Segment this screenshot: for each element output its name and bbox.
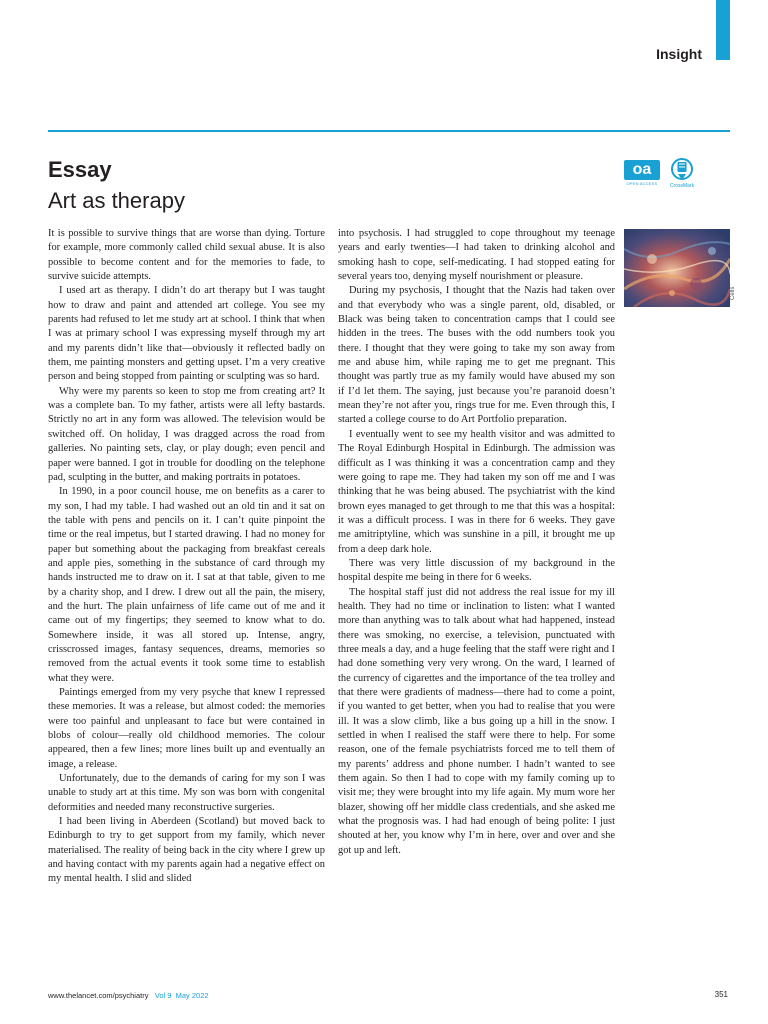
paragraph: I had been living in Aberdeen (Scotland) but moved back to Edinburgh to try to get support from my family, which never materialised. The reality of being back in the city where I grew up and having contact with my parents again had a negative effect on my mental health. I slid and slided bbox=[48, 816, 325, 885]
open-access-badge[interactable] bbox=[624, 160, 660, 190]
paragraph: In 1990, in a poor council house, me on benefits as a carer to my son, I had my table. I had washed out an old tin and it sat on the table with pens and pencils on it. I can’t quite pinpoint the time or the real impetus, but I started drawing. I had no money for paper but something about the packaging from breakfast cereals and apple pies, something in the substance of card through my hands instructed me to draw on it. I sat at that table, given to me by a charity shop, and I drew. I drew out all the pain, the misery, and the hurt. The plain unfairness of life came out of me and it came out of my fingertips; they seemed to know what to do. Somewhere inside, it was all stored up. Intense, angry, crisscrossed images, fantasy sequences, dreams, memories so removed from the actual events it took some time to establish what they were. bbox=[48, 486, 325, 684]
open-access-icon: oa bbox=[624, 160, 660, 180]
paragraph: The hospital staff just did not address the real issue for my ill health. They had no time or inclination to listen: what I wanted more than anything was to talk about what had happened, instead there was smoking, no exercise, a television, punctuated with three meals a day, and a huge feeling that the staff were right and I had done something very very wrong. On the ward, I learned of the currency of cigarettes and the importance of the tea trolley and that there were gradients of madness—there had to come a point, if you wanted to get better, when you had to realise that you were ill. It was a slow climb, like a bus going up a hill in the snow. I settled in when I realised the staff were there to help. For some reason, one of the female psychiatrists forced me to tell them of my parents’ address and phone number. I hadn’t wanted to see them again. So then I had to cope with my family coming up to visit me; they were brought into my life again. My mum wore her blazer, showing off her middle class credentials, and she asked me what the prognosis was. I had had enough of being polite: I just shouted at her, you know why I’m in here, over and over and she got up and left. bbox=[338, 586, 615, 856]
accent-bar bbox=[716, 0, 730, 60]
artwork-image bbox=[624, 229, 730, 307]
article-column-1 bbox=[48, 227, 325, 887]
crossmark-label: CrossMark bbox=[669, 183, 695, 189]
top-rule-divider bbox=[48, 130, 730, 132]
crossmark-icon bbox=[671, 158, 693, 182]
paragraph: Unfortunately, due to the demands of caring for my son I was unable to study art at this time. My son was born with congenital deformities and needed many reconstructive surgeries. bbox=[48, 773, 325, 813]
section-label: Insight bbox=[656, 46, 702, 62]
footer-citation bbox=[48, 991, 209, 1000]
page-number: 351 bbox=[714, 990, 728, 999]
paragraph: During my psychosis, I thought that the Nazis had taken over and that everybody who was a single parent, old, disabled, or Black was being taken to concentration camps that I could see hidden in the trees. The buses with the odd numbers took you there. I thought that they were going to take my son away from me and abuse him, while raping me to get me pregnant. This thought was partly true as my family would have abused my son if I’d let them. The saying, just because you’re paranoid doesn’t mean they’re not after you, rings true for me. Even through this, I started a college course to do Art Portfolio preparation. bbox=[338, 285, 615, 426]
paragraph: There was very little discussion of my background in the hospital despite me being in there for 6 weeks. bbox=[338, 557, 615, 584]
paragraph: Paintings emerged from my very psyche that knew I repressed these memories. It was a release, but almost coded: the memories were too painful and unpleasant to face but were contained in blobs of colour—really old childhood memories. The colour appeared, then a few lines; more lines built up and eventually an image, a release. bbox=[48, 687, 325, 770]
paragraph: It is possible to survive things that are worse than dying. Torture for example, more commonly called child sexual abuse. It is also possible to become content and for the memories to fade, to survive suicide attempts. bbox=[48, 228, 325, 283]
paragraph: I eventually went to see my health visitor and was admitted to The Royal Edinburgh Hospital in Edinburgh. The admission was difficult as I was thinking it was a concentration camp and they were going to rape me. They had taken my son off me and I was thinking that he was being abused. The psychiatrist with the kind brown eyes managed to get through to me that this was a hospital: it was a difficult process. I was in there for 6 weeks. They gave me amitriptyline, which was sunshine in a pill, it brought me up from a deep dark hole. bbox=[338, 428, 615, 555]
footer-date: May 2022 bbox=[175, 991, 209, 1000]
footer-url[interactable]: www.thelancet.com/psychiatry bbox=[48, 991, 149, 1000]
paragraph: into psychosis. I had struggled to cope throughout my teenage years and early twenties—I had taken to drinking alcohol and smoking hash to cope, self-medicating. I had stopped eating for several years too, denying myself nourishment or pleasure. bbox=[338, 228, 615, 283]
footer-volume: Vol 9 bbox=[154, 991, 172, 1000]
crossmark-badge[interactable] bbox=[666, 158, 698, 192]
article-column-2 bbox=[338, 227, 615, 858]
paragraph: I used art as therapy. I didn’t do art therapy but I was taught how to draw and paint and attended art college. You see my parents had refused to let me study art at school. I think that when I was at primary school I was expressing myself through my art and my parents didn’t like that—obviously it reflected badly on them, me painting monsters and getting upset. I’m a very creative person and being stopped from painting or sculpting was so hard. bbox=[48, 285, 325, 383]
article-title: Art as therapy bbox=[48, 188, 185, 213]
open-access-label: OPEN ACCESS bbox=[626, 181, 658, 186]
paragraph: Why were my parents so keen to stop me from creating art? It was a complete ban. To my father, artists were all lefty bastards. Strictly no art in any form was allowed. The television would be switched off. On holiday, I was dragged across the road from galleries. No painting sets, clay, or play dough; even pencil and paper were banned. I got in trouble for doodling on the telephone pad, sculpting in the butter, and making portraits in potatoes. bbox=[48, 385, 325, 483]
article-kicker: Essay bbox=[48, 157, 112, 182]
image-credit: Cells bbox=[730, 286, 736, 300]
